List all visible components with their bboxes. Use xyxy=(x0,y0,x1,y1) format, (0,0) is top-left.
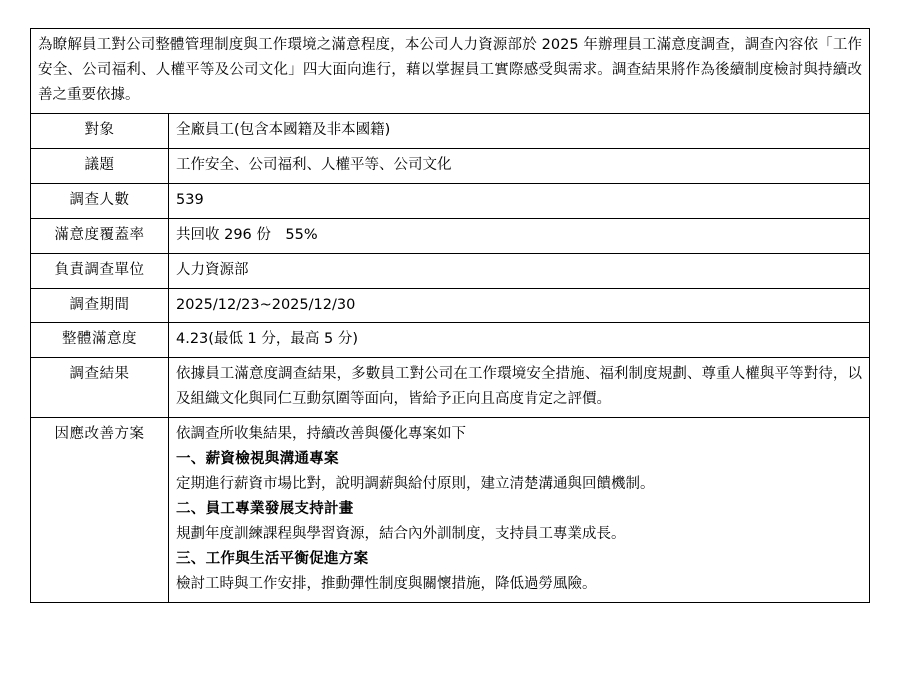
row-value-survey-count: 539 xyxy=(169,183,870,218)
row-label-overall-satisfaction: 整體滿意度 xyxy=(31,323,169,358)
table-row xyxy=(31,288,870,323)
row-value-improvement-plan xyxy=(169,418,870,603)
table-row-result xyxy=(31,358,870,418)
table-row xyxy=(31,253,870,288)
row-label-survey-count: 調查人數 xyxy=(31,183,169,218)
table-row xyxy=(31,323,870,358)
row-label-target: 對象 xyxy=(31,113,169,148)
intro-paragraph: 為瞭解員工對公司整體管理制度與工作環境之滿意程度，本公司人力資源部於 2025 年辦理員工滿意度調查，調查內容依「工作安全、公司福利、人權平等及公司文化」四大面向進行，藉以掌握員工實際感受與需求。調查結果將作為後續制度檢討與持續改善之重要依據。 xyxy=(31,29,870,114)
row-label-survey-result: 調查結果 xyxy=(31,358,169,418)
row-label-coverage-rate: 滿意度覆蓋率 xyxy=(31,218,169,253)
plan-item-detail-2: 規劃年度訓練課程與學習資源，結合內外訓制度，支持員工專業成長。 xyxy=(176,526,626,542)
row-label-survey-period: 調查期間 xyxy=(31,288,169,323)
row-value-coverage-rate: 共回收 296 份 55% xyxy=(169,218,870,253)
table-row-improvement-plan xyxy=(31,418,870,603)
row-label-responsible-unit: 負責調查單位 xyxy=(31,253,169,288)
row-value-responsible-unit: 人力資源部 xyxy=(169,253,870,288)
table-row-intro xyxy=(31,29,870,114)
plan-item-detail-1: 定期進行薪資市場比對，說明調薪與給付原則，建立清楚溝通與回饋機制。 xyxy=(176,476,655,493)
table-row xyxy=(31,148,870,183)
employee-satisfaction-survey-table xyxy=(30,28,870,603)
row-value-target: 全廠員工(包含本國籍及非本國籍) xyxy=(169,113,870,148)
row-label-topics: 議題 xyxy=(31,148,169,183)
plan-item-title-1: 一、薪資檢視與溝通專案 xyxy=(176,451,339,468)
plan-lead: 依調查所收集結果，持續改善與優化專案如下 xyxy=(176,426,466,443)
plan-item-detail-3: 檢討工時與工作安排，推動彈性制度與關懷措施，降低過勞風險。 xyxy=(176,575,597,592)
plan-item-title-3: 三、工作與生活平衡促進方案 xyxy=(176,550,369,567)
table-row xyxy=(31,183,870,218)
table-row xyxy=(31,113,870,148)
table-row xyxy=(31,218,870,253)
row-value-overall-satisfaction: 4.23(最低 1 分，最高 5 分) xyxy=(169,323,870,358)
row-value-survey-result: 依據員工滿意度調查結果，多數員工對公司在工作環境安全措施、福利制度規劃、尊重人權與平等對待，以及組織文化與同仁互動氛圍等面向，皆給予正向且高度肯定之評價。 xyxy=(169,358,870,418)
plan-item-title-2: 二、員工專業發展支持計畫 xyxy=(176,501,354,518)
row-value-topics: 工作安全、公司福利、人權平等、公司文化 xyxy=(169,148,870,183)
row-label-improvement-plan: 因應改善方案 xyxy=(31,418,169,603)
row-value-survey-period: 2025/12/23~2025/12/30 xyxy=(169,288,870,323)
